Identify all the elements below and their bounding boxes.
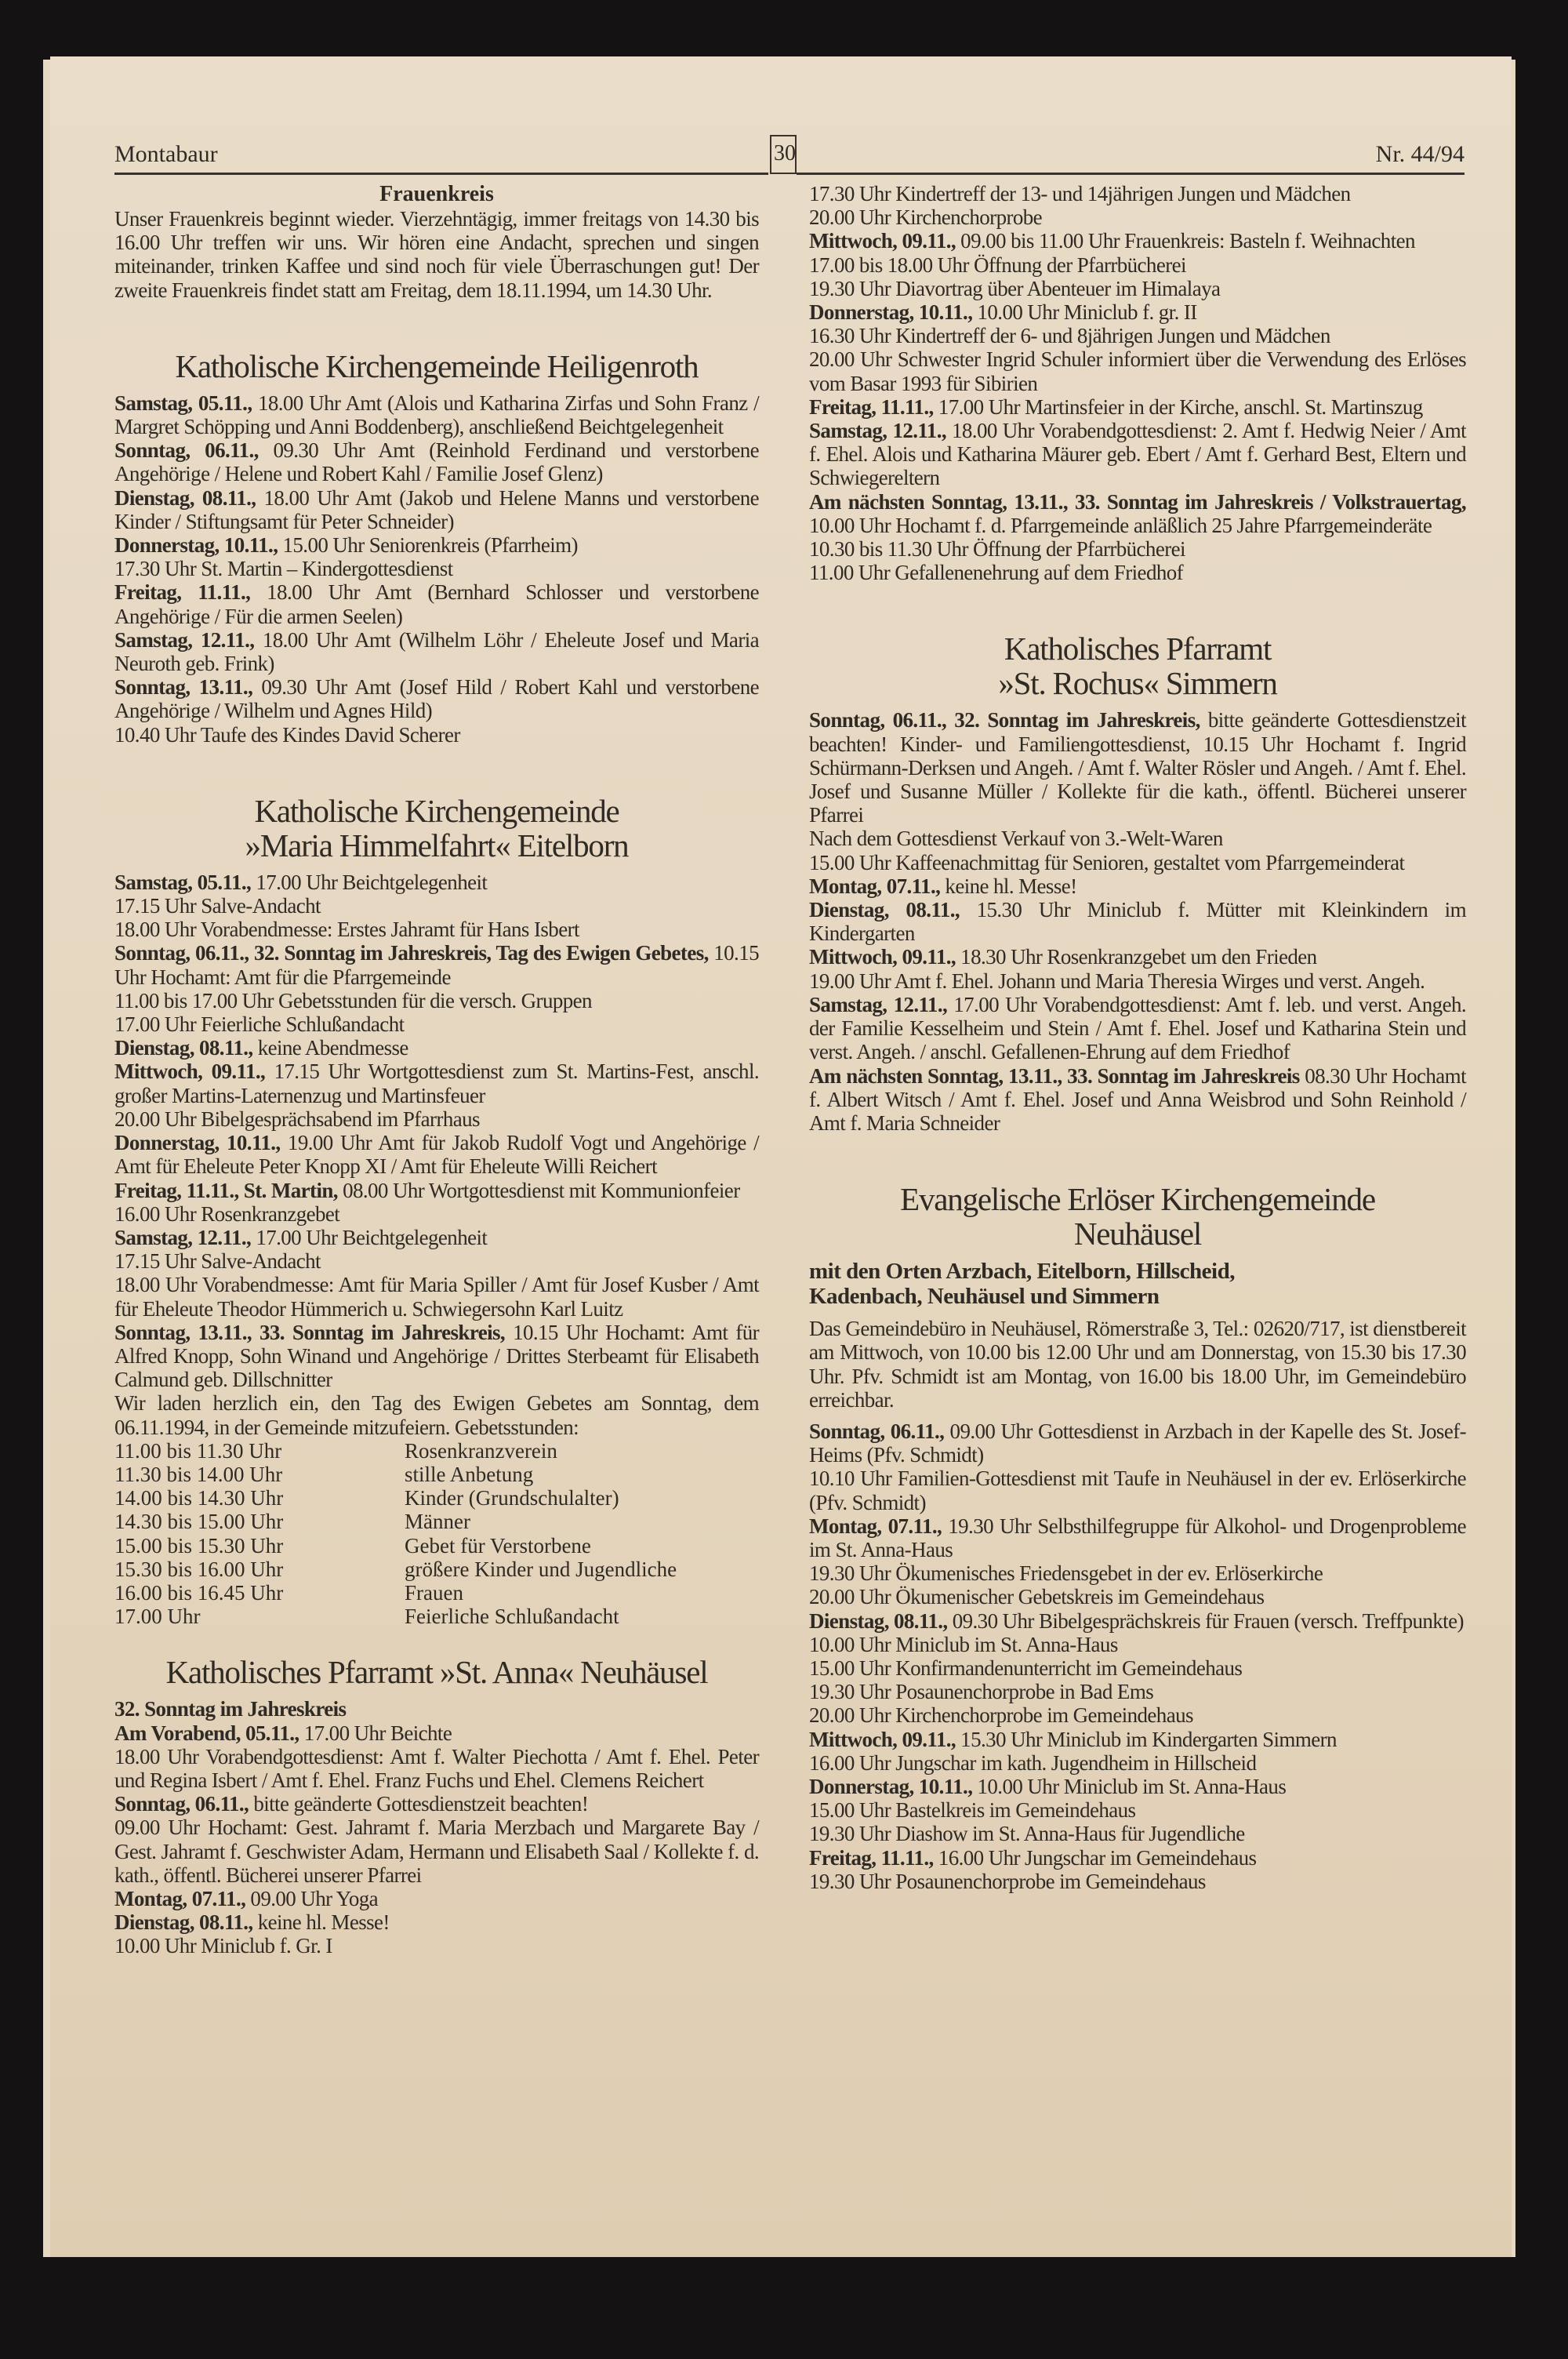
- entry-text: 11.00 Uhr Gefallenenehrung auf dem Friedhof: [809, 561, 1184, 585]
- entry-date: Freitag, 11.11.,: [809, 1845, 934, 1870]
- entry-date: Donnerstag, 10.11.,: [114, 533, 278, 558]
- schedule-entry: [114, 1697, 759, 1721]
- entry-text: 10.00 Uhr Hochamt f. d. Pfarrgemeinde anläßlich 25 Jahre Pfarrgemeinderäte: [809, 513, 1432, 537]
- entry-date: Sonntag, 06.11., 32. Sonntag im Jahreskreis, Tag des Ewigen Gebetes,: [114, 941, 709, 965]
- entry-text: 09.00 Uhr Hochamt: Gest. Jahramt f. Maria Merzbach und Margarete Bay / Gest. Jahramt f. Geschwister Adam, Hermann und Elisabeth Saal / Kollekte f. d. kath., öffentl. Bücherei unserer Pfarrei: [114, 1816, 759, 1887]
- schedule-entry: [809, 490, 1466, 537]
- entry-text: 17.00 Uhr Vorabendgottesdienst: Amt f. leb. und verst. Angeh. der Familie Kesselheim und Stein / Amt f. Ehel. Josef und Katharina Stein und verst. Angeh. / anschl. Gefallenen-Ehrung auf dem Friedhof: [809, 992, 1467, 1064]
- entry-date: Donnerstag, 10.11.,: [114, 1131, 281, 1155]
- entry-date: Samstag, 12.11.,: [809, 992, 948, 1016]
- entry-date: 32. Sonntag im Jahreskreis: [114, 1697, 347, 1721]
- entry-text: 18.00 Uhr Vorabendmesse: Erstes Jahramt für Hans Isbert: [114, 918, 579, 942]
- section-title-line2: Neuhäusel: [1073, 1216, 1202, 1252]
- prayer-time: 16.00 bis 16.45 Uhr: [114, 1580, 284, 1605]
- entry-text: 18.00 Uhr Amt (Alois und Katharina Zirfas und Sohn Franz / Margret Schöpping und Anni Boddenberg), anschließend Beichtgelegenheit: [114, 391, 759, 439]
- schedule-entry: [809, 1609, 1466, 1633]
- entry-text: 19.00 Uhr Amt für Jakob Rudolf Vogt und Angehörige / Amt für Eheleute Peter Knopp XI / Amt für Eheleute Willi Reichert: [114, 1131, 759, 1179]
- entry-date: Sonntag, 06.11.,: [809, 1419, 945, 1443]
- schedule-entry: [114, 1792, 759, 1816]
- entry-text: 10.00 Uhr Miniclub im St. Anna-Haus: [972, 1774, 1287, 1798]
- schedule-entry: [114, 1012, 759, 1036]
- schedule-entry: [114, 675, 759, 722]
- entry-text: 17.00 Uhr Beichte: [299, 1721, 452, 1745]
- schedule-entry: [114, 1060, 759, 1107]
- schedule-entry: [809, 395, 1466, 419]
- section-eitelborn: [114, 794, 759, 1629]
- schedule-entry: [114, 1887, 759, 1910]
- entry-date: Sonntag, 06.11., 32. Sonntag im Jahreskreis,: [809, 708, 1200, 732]
- schedule-entry: [114, 989, 759, 1012]
- schedule-entry: [809, 1680, 1466, 1703]
- schedule-entry: [114, 1202, 759, 1226]
- entry-date: Dienstag, 08.11.,: [114, 1910, 253, 1935]
- entry-text: 18.00 Uhr Vorabendmesse: Amt für Maria Spiller / Amt für Josef Kusber / Amt für Eheleute Theodor Hümmerich u. Schwiegersohn Karl Luitz: [114, 1273, 759, 1321]
- section-title: Katholisches Pfarramt »St. Anna« Neuhäusel: [165, 1654, 708, 1691]
- entry-text: 10.00 Uhr Miniclub f. gr. II: [972, 300, 1197, 325]
- schedule-entry: [809, 708, 1466, 827]
- schedule-entry: [114, 1036, 759, 1060]
- entry-text: 19.30 Uhr Posaunenchorprobe im Gemeindehaus: [809, 1869, 1206, 1893]
- entry-text: bitte geänderte Gottesdienstzeit beachten! Kinder- und Familiengottesdienst, 10.15 Uhr Hochamt f. Ingrid Schürmann-Derksen und Angeh. / Amt f. Walter Rösler und Angeh. / Amt f. Ehel. Josef und Susanne Müller / Kollekte für die kath., öffentl. Bücherei unserer Pfarrei: [809, 708, 1466, 827]
- schedule-entry: [114, 941, 759, 988]
- schedule-entry: [809, 1775, 1466, 1798]
- schedule-entry: [809, 1798, 1466, 1822]
- entry-date: Freitag, 11.11.,: [114, 580, 251, 605]
- schedule-entry: [114, 1934, 759, 1957]
- schedule-entry: [114, 1249, 759, 1273]
- entry-text: 09.30 Uhr Bibelgesprächskreis für Frauen (versch. Treffpunkte): [947, 1608, 1464, 1633]
- schedule-entry: [809, 182, 1466, 205]
- entry-date: Sonntag, 06.11.,: [114, 438, 259, 463]
- prayer-time: 15.00 bis 15.30 Uhr: [114, 1533, 284, 1558]
- schedule-entry: [809, 324, 1466, 347]
- schedule-entry: [809, 1561, 1466, 1585]
- schedule-entry: [809, 1064, 1466, 1136]
- schedule-entry: [114, 557, 759, 580]
- entry-text: 20.00 Uhr Kirchenchorprobe im Gemeindehaus: [809, 1703, 1193, 1728]
- schedule-entry: [114, 871, 759, 894]
- entry-text: 15.00 Uhr Kaffeenachmittag für Senioren, gestaltet vom Pfarrgemeinderat: [809, 850, 1405, 874]
- schedule-entry: [809, 1703, 1466, 1727]
- entry-text: 20.00 Uhr Kirchenchorprobe: [809, 205, 1043, 230]
- entry-date: Am Vorabend, 05.11.,: [114, 1721, 299, 1745]
- entry-date: Dienstag, 08.11.,: [114, 1036, 253, 1060]
- issue-number: Nr. 44/94: [1375, 141, 1465, 167]
- entry-text: 17.00 Uhr Feierliche Schlußandacht: [114, 1012, 405, 1037]
- schedule-entry: [809, 419, 1466, 490]
- prayer-group: Kinder (Grundschulalter): [405, 1486, 619, 1510]
- entry-date: Donnerstag, 10.11.,: [809, 300, 973, 325]
- schedule-entry: [114, 1226, 759, 1249]
- entry-text: 17.00 Uhr Beichtgelegenheit: [251, 1225, 488, 1249]
- schedule-entry: [114, 1179, 759, 1202]
- section-title: Frauenkreis: [379, 182, 494, 206]
- entry-text: Wir laden herzlich ein, den Tag des Ewigen Gebetes am Sonntag, dem 06.11.1994, in der Gemeinde mitzufeiern. Gebetsstunden:: [114, 1391, 759, 1439]
- entry-text: 17.30 Uhr Kindertreff der 13- und 14jährigen Jungen und Mädchen: [809, 182, 1351, 205]
- entry-list: [809, 708, 1466, 1135]
- section-subtitle-line1: mit den Orten Arzbach, Eitelborn, Hillscheid,: [809, 1259, 1235, 1285]
- page-header: [114, 135, 1465, 176]
- section-st-anna: [114, 1655, 759, 1957]
- header-rule-left: [114, 173, 768, 175]
- schedule-entry: [114, 1107, 759, 1131]
- schedule-entry: [809, 277, 1466, 300]
- schedule-entry: [809, 347, 1466, 394]
- entry-list: [114, 391, 759, 747]
- entry-date: Donnerstag, 10.11.,: [809, 1774, 973, 1798]
- prayer-time: 14.30 bis 15.00 Uhr: [114, 1510, 284, 1534]
- entry-date: Samstag, 12.11.,: [114, 627, 255, 652]
- entry-text: 15.00 Uhr Bastelkreis im Gemeindehaus: [809, 1798, 1136, 1823]
- entry-text: 09.00 Uhr Gottesdienst in Arzbach in der Kapelle des St. Josef-Heims (Pfv. Schmidt): [809, 1419, 1466, 1467]
- entry-text: 19.30 Uhr Selbsthilfegruppe für Alkohol- und Drogenprobleme im St. Anna-Haus: [809, 1514, 1466, 1561]
- entry-text: 20.00 Uhr Schwester Ingrid Schuler informiert über die Verwendung des Erlöses vom Basar 1993 für Sibirien: [809, 347, 1466, 395]
- entry-text: 17.15 Uhr Salve-Andacht: [114, 1249, 321, 1274]
- schedule-entry: [809, 851, 1466, 874]
- section-frauenkreis: [114, 182, 759, 302]
- entry-text: 18.00 Uhr Vorabendgottesdienst: Amt f. Walter Piechotta / Amt f. Ehel. Peter und Regina Isbert / Amt f. Ehel. Franz Fuchs und Ehel. Clemens Reichert: [114, 1744, 759, 1792]
- prayer-group: Gebet für Verstorbene: [405, 1533, 591, 1558]
- section-title-line1: Katholisches Pfarramt: [1004, 631, 1272, 667]
- entry-date: Montag, 07.11.,: [809, 874, 941, 898]
- entry-text: 10.15 Uhr Hochamt: Amt für die Pfarrgemeinde: [114, 941, 759, 989]
- schedule-entry: [114, 580, 759, 627]
- schedule-entry: [114, 918, 759, 941]
- entry-text: 18.00 Uhr Amt (Bernhard Schlosser und verstorbene Angehörige / Für die armen Seelen): [114, 580, 759, 628]
- schedule-entry: [809, 537, 1466, 561]
- schedule-entry: [809, 945, 1466, 969]
- section-title-line2: »Maria Himmelfahrt« Eitelborn: [245, 827, 629, 863]
- schedule-entry: [809, 898, 1466, 945]
- header-location: Montabaur: [114, 141, 218, 167]
- entry-text: keine hl. Messe!: [252, 1910, 390, 1935]
- section-title-line2: »St. Rochus« Simmern: [998, 665, 1277, 702]
- entry-text: 15.30 Uhr Miniclub f. Mütter mit Kleinkindern im Kindergarten: [809, 898, 1466, 946]
- entry-list: [114, 1697, 759, 1957]
- prayer-group: Feierliche Schlußandacht: [405, 1605, 619, 1629]
- entry-date: Dienstag, 08.11.,: [809, 898, 960, 922]
- section-evangelisch: [809, 1182, 1466, 1893]
- entry-text: 16.00 Uhr Jungschar im kath. Jugendheim in Hillscheid: [809, 1750, 1257, 1775]
- entry-text: 15.00 Uhr Konfirmandenunterricht im Gemeindehaus: [809, 1656, 1243, 1680]
- entry-text: 18.00 Uhr Vorabendgottesdienst: 2. Amt f. Hedwig Neier / Amt f. Ehel. Alois und Katharina Mäurer geb. Ebert / Amt f. Gerhard Best, Eltern und Schwiegereltern: [809, 419, 1467, 490]
- entry-text: keine Abendmesse: [252, 1036, 408, 1060]
- entry-text: 11.00 bis 17.00 Uhr Gebetsstunden für die versch. Gruppen: [114, 988, 592, 1012]
- section-title: Katholische Kirchengemeinde Heiligenroth: [175, 347, 699, 384]
- entry-text: 19.30 Uhr Posaunenchorprobe in Bad Ems: [809, 1680, 1154, 1704]
- schedule-entry: [809, 1419, 1466, 1467]
- entry-date: Dienstag, 08.11.,: [114, 485, 256, 510]
- office-hours: Das Gemeindebüro in Neuhäusel, Römerstraße 3, Tel.: 02620/717, ist dienstbereit am Mittwoch, von 10.00 bis 12.00 Uhr und am Donnerstag, von 15.30 bis 17.30 Uhr. Pfv. Schmidt ist am Montag, von 16.00 bis 18.00 Uhr, im Gemeindebüro erreichbar.: [809, 1317, 1466, 1412]
- entry-text: 10.00 Uhr Miniclub im St. Anna-Haus: [809, 1632, 1118, 1656]
- schedule-entry: [809, 1870, 1466, 1893]
- prayer-group: Rosenkranzverein: [405, 1438, 557, 1463]
- entry-text: bitte geänderte Gottesdienstzeit beachten!: [249, 1792, 589, 1816]
- entry-text: 19.30 Uhr Diavortrag über Abenteuer im Himalaya: [809, 276, 1221, 300]
- entry-text: 09.00 Uhr Yoga: [245, 1886, 379, 1910]
- prayer-group: Frauen: [405, 1580, 463, 1605]
- schedule-entry: [809, 205, 1466, 229]
- entry-date: Am nächsten Sonntag, 13.11., 33. Sonntag im Jahreskreis: [809, 1063, 1300, 1088]
- entry-date: Mittwoch, 09.11.,: [809, 1727, 956, 1751]
- entry-text: 20.00 Uhr Bibelgesprächsabend im Pfarrhaus: [114, 1107, 480, 1131]
- schedule-entry: [809, 1585, 1466, 1608]
- entry-text: 17.00 bis 18.00 Uhr Öffnung der Pfarrbücherei: [809, 253, 1186, 277]
- schedule-entry: [809, 969, 1466, 993]
- entry-text: 10.10 Uhr Familien-Gottesdienst mit Taufe in Neuhäusel in der ev. Erlöserkirche (Pfv. Schmidt): [809, 1467, 1466, 1514]
- entry-date: Samstag, 05.11.,: [114, 391, 252, 415]
- entry-date: Freitag, 11.11.,: [809, 394, 934, 419]
- schedule-entry: [809, 1656, 1466, 1680]
- entry-text: Nach dem Gottesdienst Verkauf von 3.-Welt-Waren: [809, 827, 1223, 851]
- entry-date: Montag, 07.11.,: [809, 1514, 942, 1538]
- entry-text: 20.00 Uhr Ökumenischer Gebetskreis im Gemeindehaus: [809, 1585, 1265, 1609]
- entry-text: 17.15 Uhr Salve-Andacht: [114, 894, 321, 918]
- right-column: [809, 182, 1466, 1893]
- schedule-entry: [114, 628, 759, 675]
- entry-text: 08.00 Uhr Wortgottesdienst mit Kommunionfeier: [337, 1178, 740, 1202]
- entry-text: 15.30 Uhr Miniclub im Kindergarten Simmern: [956, 1727, 1337, 1751]
- schedule-entry: [809, 1751, 1466, 1775]
- entry-date: Mittwoch, 09.11.,: [114, 1060, 266, 1084]
- schedule-entry: [809, 1467, 1466, 1514]
- schedule-entry: [114, 1816, 759, 1887]
- left-column: [114, 182, 759, 1958]
- entry-text: 10.15 Uhr Hochamt: Amt für Alfred Knopp, Sohn Winand und Angehörige / Drittes Sterbeamt für Elisabeth Calmund geb. Dillschnitter: [114, 1320, 759, 1392]
- prayer-group: stille Anbetung: [405, 1462, 534, 1486]
- schedule-entry: [809, 1633, 1466, 1656]
- entry-text: 18.00 Uhr Amt (Jakob und Helene Manns und verstorbene Kinder / Stiftungsamt für Peter Schneider): [114, 485, 760, 533]
- entry-text: 09.30 Uhr Amt (Josef Hild / Robert Kahl und verstorbene Angehörige / Wilhelm und Agnes Hild): [114, 675, 759, 723]
- schedule-entry: [809, 827, 1466, 850]
- prayer-time: 11.00 bis 11.30 Uhr: [114, 1438, 282, 1463]
- entry-text: 09.30 Uhr Amt (Reinhold Ferdinand und verstorbene Angehörige / Helene und Robert Kahl / Familie Josef Glenz): [114, 438, 759, 486]
- entry-date: Sonntag, 13.11.,: [114, 675, 253, 700]
- entry-text: keine hl. Messe!: [940, 874, 1077, 898]
- entry-text: 19.30 Uhr Diashow im St. Anna-Haus für Jugendliche: [809, 1822, 1245, 1846]
- section-st-rochus: [809, 631, 1466, 1135]
- entry-text: 16.00 Uhr Rosenkranzgebet: [114, 1201, 340, 1226]
- entry-text: 09.00 bis 11.00 Uhr Frauenkreis: Basteln f. Weihnachten: [956, 229, 1415, 253]
- entry-date: Sonntag, 06.11.,: [114, 1792, 249, 1816]
- entry-date: Sonntag, 13.11., 33. Sonntag im Jahreskreis,: [114, 1320, 506, 1344]
- schedule-entry: [114, 1910, 759, 1934]
- entry-list: [114, 871, 759, 1439]
- prayer-hours-table: [114, 1439, 759, 1629]
- prayer-time: 14.00 bis 14.30 Uhr: [114, 1486, 284, 1510]
- schedule-entry: [809, 253, 1466, 277]
- entry-date: Samstag, 05.11.,: [114, 870, 252, 894]
- entry-date: Mittwoch, 09.11.,: [809, 229, 956, 253]
- entry-text: 16.30 Uhr Kindertreff der 6- und 8jährigen Jungen und Mädchen: [809, 324, 1330, 348]
- schedule-entry: [114, 1721, 759, 1745]
- entry-text: 08.30 Uhr Hochamt f. Albert Witsch / Amt f. Ehel. Josef und Anna Weisbrod und Sohn Reinhold / Amt f. Maria Schneider: [809, 1063, 1466, 1135]
- entry-text: 10.00 Uhr Miniclub f. Gr. I: [114, 1934, 332, 1958]
- entry-text: 10.30 bis 11.30 Uhr Öffnung der Pfarrbücherei: [809, 537, 1185, 562]
- entry-text: 18.00 Uhr Amt (Wilhelm Löhr / Eheleute Josef und Maria Neuroth geb. Frink): [114, 627, 759, 676]
- entry-text: 18.30 Uhr Rosenkranzgebet um den Frieden: [956, 945, 1317, 969]
- header-rule-right: [797, 173, 1465, 175]
- schedule-entry: [809, 1514, 1466, 1561]
- schedule-entry: [809, 993, 1466, 1064]
- entry-text: 19.30 Uhr Ökumenisches Friedensgebet in der ev. Erlöserkirche: [809, 1561, 1323, 1586]
- entry-text: 17.00 Uhr Martinsfeier in der Kirche, anschl. St. Martinszug: [933, 394, 1423, 419]
- entry-date: Samstag, 12.11.,: [114, 1225, 252, 1249]
- schedule-entry: [114, 486, 759, 533]
- schedule-entry: [809, 1822, 1466, 1845]
- entry-text: 17.00 Uhr Beichtgelegenheit: [251, 870, 488, 894]
- entry-list: [809, 182, 1466, 584]
- page-number: 30: [770, 135, 797, 174]
- section-body: Unser Frauenkreis beginnt wieder. Vierzehntägig, immer freitags von 14.30 bis 16.00 Uhr treffen wir uns. Wir hören eine Andacht, sprechen und singen miteinander, trinken Kaffee und sind noch für viele Überraschungen gut! Der zweite Frauenkreis findet statt am Freitag, dem 18.11.1994, um 14.30 Uhr.: [114, 207, 759, 302]
- prayer-group: Männer: [405, 1510, 470, 1534]
- schedule-entry: [114, 894, 759, 918]
- prayer-time: 11.30 bis 14.00 Uhr: [114, 1462, 283, 1486]
- schedule-entry: [809, 1728, 1466, 1751]
- section-title-line1: Katholische Kirchengemeinde: [254, 792, 619, 829]
- entry-text: 17.15 Uhr Wortgottesdienst zum St. Martins-Fest, anschl. großer Martins-Laternenzug und Martinsfeuer: [114, 1060, 759, 1107]
- schedule-entry: [114, 533, 759, 557]
- schedule-entry: [809, 300, 1466, 324]
- schedule-entry: [809, 874, 1466, 898]
- schedule-entry: [114, 723, 759, 747]
- entry-text: 10.40 Uhr Taufe des Kindes David Scherer: [114, 722, 460, 747]
- schedule-entry: [809, 561, 1466, 584]
- prayer-group: größere Kinder und Jugendliche: [405, 1557, 677, 1581]
- entry-list: [809, 1419, 1466, 1893]
- schedule-entry: [114, 1321, 759, 1392]
- schedule-entry: [114, 1273, 759, 1320]
- entry-text: 19.00 Uhr Amt f. Ehel. Johann und Maria Theresia Wirges und verst. Angeh.: [809, 969, 1425, 993]
- entry-date: Freitag, 11.11., St. Martin,: [114, 1178, 338, 1202]
- entry-text: 17.30 Uhr St. Martin – Kindergottesdienst: [114, 557, 453, 581]
- entry-date: Montag, 07.11.,: [114, 1886, 246, 1910]
- schedule-entry: [114, 391, 759, 438]
- prayer-time: 17.00 Uhr: [114, 1605, 201, 1629]
- schedule-entry: [809, 229, 1466, 253]
- section-subtitle-line2: Kadenbach, Neuhäusel und Simmern: [809, 1284, 1160, 1310]
- entry-text: 15.00 Uhr Seniorenkreis (Pfarrheim): [278, 533, 578, 558]
- entry-date: Mittwoch, 09.11.,: [809, 945, 956, 969]
- schedule-entry: [114, 1131, 759, 1178]
- schedule-entry: [114, 438, 759, 485]
- schedule-entry: [114, 1745, 759, 1792]
- section-title-line1: Evangelische Erlöser Kirchengemeinde: [900, 1181, 1375, 1218]
- entry-text: 16.00 Uhr Jungschar im Gemeindehaus: [933, 1845, 1257, 1870]
- section-st-anna-continued: [809, 182, 1466, 584]
- section-heiligenroth: [114, 349, 759, 747]
- prayer-time: 15.30 bis 16.00 Uhr: [114, 1557, 284, 1581]
- schedule-entry: [114, 1391, 759, 1438]
- schedule-entry: [809, 1846, 1466, 1870]
- entry-date: Dienstag, 08.11.,: [809, 1608, 948, 1633]
- entry-date: Am nächsten Sonntag, 13.11., 33. Sonntag im Jahreskreis / Volkstrauertag,: [809, 489, 1466, 514]
- entry-date: Samstag, 12.11.,: [809, 419, 947, 443]
